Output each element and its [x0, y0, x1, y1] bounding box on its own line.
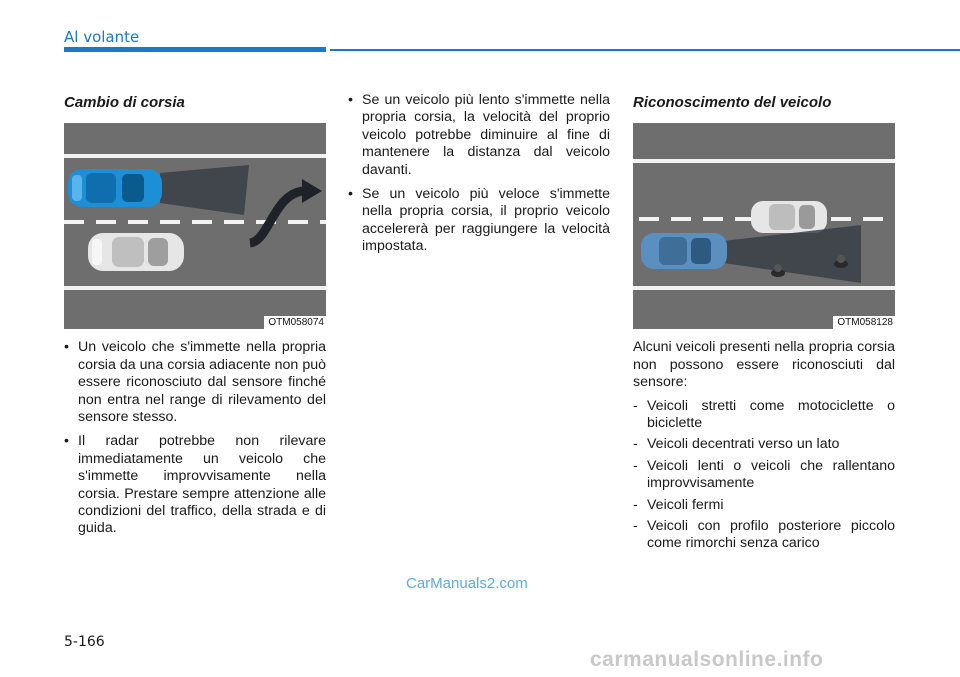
column-speed-adjust	[348, 92, 610, 263]
bullet-list	[64, 339, 326, 537]
header-bar-thin	[330, 49, 960, 51]
column-vehicle-recognition	[633, 92, 895, 557]
section-title-vehicle-recognition: Riconoscimento del veicolo	[633, 94, 832, 111]
section-header-title: Al volante	[64, 28, 140, 46]
figure-code: OTM058074	[264, 316, 326, 329]
figure-lane-change	[64, 123, 326, 329]
dash-item: - Veicoli decentrati verso un lato	[633, 436, 895, 453]
figure-code: OTM058128	[833, 316, 895, 329]
vehicle-recognition-illustration	[633, 123, 895, 329]
intro-paragraph: Alcuni veicoli presenti nella propria corsia non possono essere riconosciuti dal sensore:	[633, 339, 895, 391]
own-vehicle-icon	[68, 169, 162, 207]
figure-vehicle-recognition	[633, 123, 895, 329]
page-number: 5-166	[64, 634, 105, 650]
bullet-item: • Un veicolo che s'immette nella propria corsia da una corsia adiacente non può essere riconosciuto dal sensore finché non entra nel range di rilevamento del sensore stesso.	[64, 339, 326, 426]
other-vehicle-icon	[88, 233, 184, 271]
dash-item: - Veicoli stretti come motociclette o biciclette	[633, 398, 895, 433]
column-lane-change	[64, 92, 326, 545]
bullet-list	[348, 92, 610, 256]
section-title-lane-change: Cambio di corsia	[64, 94, 185, 111]
lane-change-illustration	[64, 123, 326, 329]
own-vehicle-icon	[641, 233, 727, 269]
dash-item: - Veicoli con profilo posteriore piccolo come rimorchi senza carico	[633, 518, 895, 553]
bullet-item: • Se un veicolo più veloce s'immette nella propria corsia, il proprio veicolo accelererà per raggiungere la velocità impostata.	[348, 186, 610, 256]
dash-list	[633, 398, 895, 553]
bottom-watermark: carmanualsonline.info	[590, 648, 824, 671]
header-bar-thick	[64, 47, 326, 52]
dash-item: - Veicoli fermi	[633, 497, 895, 514]
other-vehicle-icon	[751, 201, 827, 233]
bullet-item: • Il radar potrebbe non rilevare immediatamente un veicolo che s'immette improvvisamente nella corsia. Prestare sempre attenzione alle condizioni del traffico, della strada e di guida.	[64, 433, 326, 537]
dash-item: - Veicoli lenti o veicoli che rallentano improvvisamente	[633, 458, 895, 493]
watermark-link[interactable]: CarManuals2.com	[406, 575, 528, 592]
bullet-item: • Se un veicolo più lento s'immette nella propria corsia, la velocità del proprio veicolo potrebbe diminuire al fine di mantenere la distanza dal veicolo davanti.	[348, 92, 610, 179]
